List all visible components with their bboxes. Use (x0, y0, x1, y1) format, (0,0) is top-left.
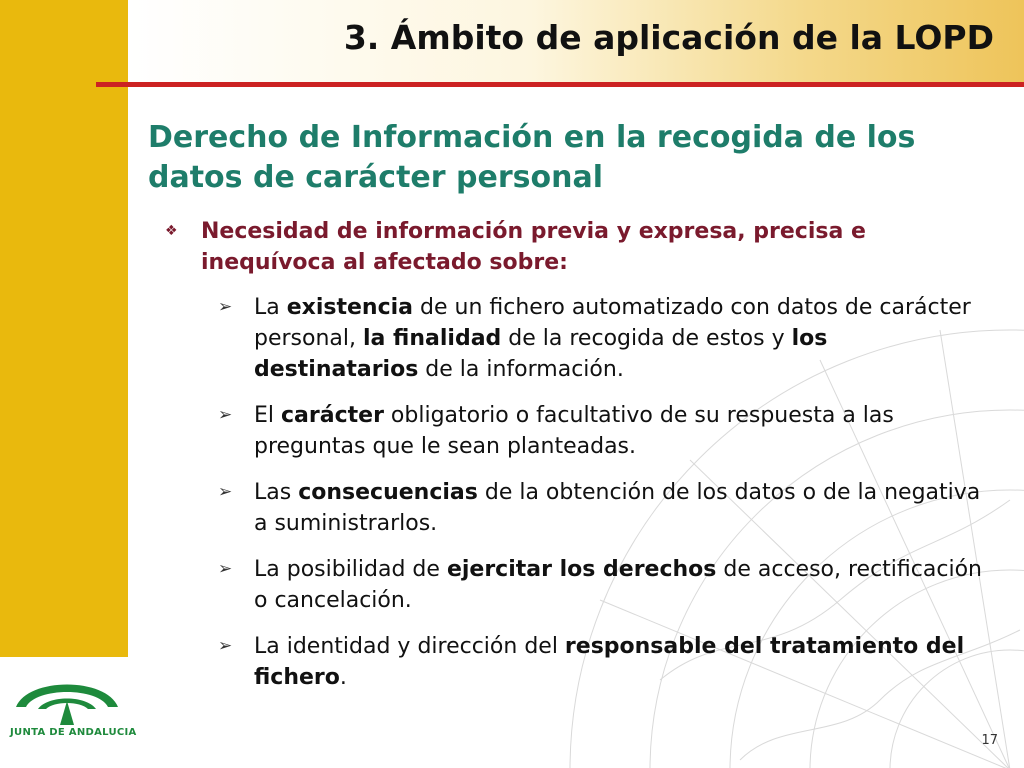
sub-bullet-text: de la obtención de los datos o de la negativa a suministrarlos. (254, 480, 981, 536)
sub-bullet-item (218, 477, 998, 539)
arrow-bullet-icon: ➢ (218, 482, 233, 502)
sub-bullet-item (218, 554, 998, 616)
emphasis-text: consecuencias (298, 480, 478, 505)
emphasis-text: carácter (281, 403, 384, 428)
logo-text: JUNTA DE ANDALUCIA (10, 727, 137, 738)
sub-bullet-text: La posibilidad de (254, 557, 447, 582)
title-bar (128, 0, 1024, 84)
sub-bullet-text: Las (254, 480, 299, 505)
sub-bullet-item (218, 292, 998, 385)
arrow-bullet-icon: ➢ (218, 559, 233, 579)
section-heading: Derecho de Información en la recogida de los datos de carácter personal (148, 120, 916, 195)
emphasis-text: la finalidad (363, 326, 502, 351)
arrow-bullet-icon: ➢ (218, 297, 233, 317)
title-divider (96, 82, 1024, 87)
sub-bullet-text: El (254, 403, 282, 428)
sub-bullet-text: La identidad y dirección del (254, 634, 565, 659)
main-bullet-text: Necesidad de información previa y expresa, precisa e inequívoca al afectado sobre: (201, 219, 866, 275)
sub-bullet-text: . (339, 665, 347, 690)
main-bullet (165, 216, 995, 278)
slide-title: 3. Ámbito de aplicación de la LOPD (343, 18, 994, 57)
arrow-bullet-icon: ➢ (218, 636, 233, 656)
sub-bullet-item (218, 400, 998, 462)
sub-bullet-text: de un fichero automatizado con datos de carácter personal, (254, 295, 971, 351)
arrow-bullet-icon: ➢ (218, 405, 233, 425)
page-number: 17 (981, 733, 998, 748)
sub-bullet-item (218, 631, 998, 693)
emphasis-text: ejercitar los derechos (446, 557, 717, 582)
sub-bullet-text: La (254, 295, 287, 320)
left-accent-bar (0, 0, 128, 657)
sub-bullet-text: de la información. (418, 357, 624, 382)
diamond-bullet-icon: ❖ (165, 223, 178, 239)
sub-bullet-list (218, 292, 998, 708)
emphasis-text: los destinatarios (254, 326, 828, 382)
sub-bullet-text: de acceso, rectificación o cancelación. (254, 557, 982, 613)
emphasis-text: existencia (286, 295, 414, 320)
sub-bullet-text: de la recogida de estos y (501, 326, 792, 351)
sub-bullet-text: obligatorio o facultativo de su respuesta a las preguntas que le sean planteadas. (254, 403, 894, 459)
emphasis-text: responsable del tratamiento del fichero (254, 634, 965, 690)
